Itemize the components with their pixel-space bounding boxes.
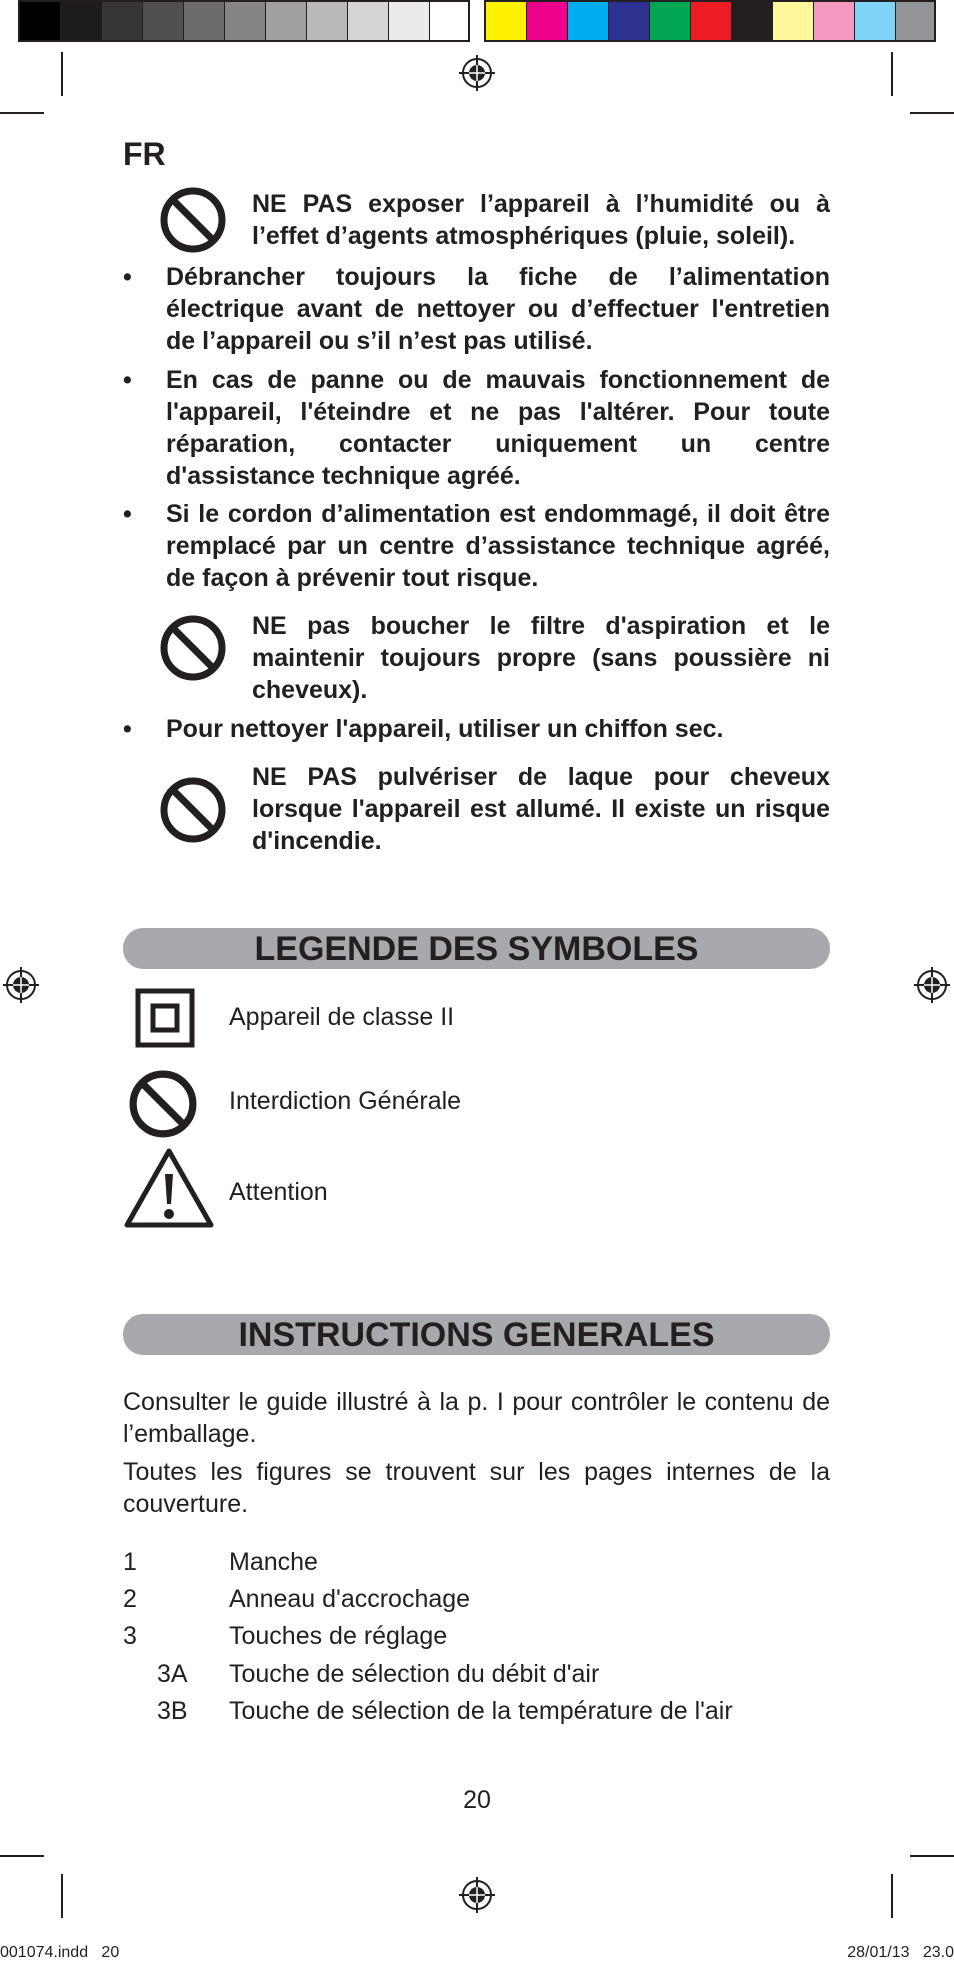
part-number: 3B xyxy=(157,1697,188,1725)
registration-mark-icon xyxy=(459,55,495,91)
color-swatch xyxy=(609,2,650,40)
bullet-text: En cas de panne ou de mauvais fonctionnement de l'appareil, l'éteindre et ne pas l'altérer. Pour toute réparation, contacter uniquement un centre d'assistance technique agréé. xyxy=(166,366,830,490)
symbol-label: Interdiction Générale xyxy=(229,1087,462,1115)
prohibition-icon xyxy=(128,1069,198,1139)
bullet-icon: • xyxy=(123,500,132,528)
gray-swatch xyxy=(61,2,102,40)
section-heading-instructions: INSTRUCTIONS GENERALES xyxy=(123,1314,830,1355)
crop-mark xyxy=(910,112,954,114)
color-swatch xyxy=(691,2,732,40)
part-label: Touches de réglage xyxy=(229,1622,448,1650)
part-label: Manche xyxy=(229,1548,318,1576)
list-item xyxy=(123,498,830,594)
slug-file-name: 001074.indd 20 xyxy=(0,1944,120,1961)
warning-text: NE PAS exposer l’appareil à l’humidité ou à l’effet d’agents atmosphériques (pluie, soleil). xyxy=(252,190,830,250)
gray-swatch xyxy=(348,2,389,40)
part-number: 1 xyxy=(123,1548,137,1576)
bullet-icon: • xyxy=(123,366,132,394)
gray-swatch xyxy=(307,2,348,40)
crop-mark xyxy=(0,112,44,114)
crop-mark xyxy=(0,1855,44,1857)
bullet-icon: • xyxy=(123,263,132,291)
part-label: Touche de sélection de la température de l'air xyxy=(229,1697,733,1725)
bullet-text: Débrancher toujours la fiche de l’alimentation électrique avant de nettoyer ou d’effectuer l'entretien de l’appareil ou s’il n’est pas utilisé. xyxy=(166,263,830,355)
crop-mark xyxy=(891,1874,893,1918)
gray-swatch xyxy=(143,2,184,40)
color-swatch xyxy=(650,2,691,40)
list-item xyxy=(123,364,830,492)
language-tag: FR xyxy=(123,136,166,172)
gray-swatch xyxy=(20,2,61,40)
gray-swatch xyxy=(266,2,307,40)
crop-mark xyxy=(61,1874,63,1918)
list-item xyxy=(123,261,830,357)
color-swatch xyxy=(773,2,814,40)
warning-text: NE pas boucher le filtre d'aspiration et le maintenir toujours propre (sans poussière ni cheveux). xyxy=(252,612,830,704)
grayscale-bar xyxy=(18,0,470,42)
color-swatch xyxy=(814,2,855,40)
registration-mark-icon xyxy=(3,967,39,1003)
prohibition-icon xyxy=(159,186,227,254)
color-swatch xyxy=(732,2,773,40)
gray-swatch xyxy=(102,2,143,40)
color-swatch xyxy=(568,2,609,40)
color-bar xyxy=(484,0,936,42)
gray-swatch xyxy=(430,2,468,40)
color-swatch xyxy=(486,2,527,40)
paragraph: Consulter le guide illustré à la p. I pour contrôler le contenu de l’emballage. xyxy=(123,1388,830,1448)
prohibition-icon xyxy=(159,776,227,844)
color-swatch xyxy=(855,2,896,40)
gray-swatch xyxy=(389,2,430,40)
warning-text: NE PAS pulvériser de laque pour cheveux lorsque l'appareil est allumé. Il existe un risque d'incendie. xyxy=(252,763,830,855)
paragraph: Toutes les figures se trouvent sur les pages internes de la couverture. xyxy=(123,1458,830,1518)
part-number: 3 xyxy=(123,1622,137,1650)
gray-swatch xyxy=(225,2,266,40)
list-item xyxy=(123,713,830,745)
crop-mark xyxy=(891,52,893,96)
color-swatch xyxy=(527,2,568,40)
gray-swatch xyxy=(184,2,225,40)
bullet-text: Si le cordon d’alimentation est endommagé, il doit être remplacé par un centre d’assistance technique agréé, de façon à prévenir tout risque. xyxy=(166,500,830,592)
bullet-text: Pour nettoyer l'appareil, utiliser un chiffon sec. xyxy=(166,715,724,743)
bullet-icon: • xyxy=(123,715,132,743)
color-swatch xyxy=(896,2,934,40)
prohibition-icon xyxy=(159,614,227,682)
class-ii-icon xyxy=(135,988,195,1048)
part-label: Anneau d'accrochage xyxy=(229,1585,471,1613)
symbol-label: Attention xyxy=(229,1178,328,1206)
part-number: 3A xyxy=(157,1660,188,1688)
part-number: 2 xyxy=(123,1585,137,1613)
crop-mark xyxy=(61,52,63,96)
registration-mark-icon xyxy=(459,1877,495,1913)
warning-triangle-icon xyxy=(122,1146,216,1230)
slug-date: 28/01/13 23.0 xyxy=(847,1944,954,1961)
symbol-label: Appareil de classe II xyxy=(229,1003,455,1031)
section-heading-symbols: LEGENDE DES SYMBOLES xyxy=(123,928,830,969)
page-number: 20 xyxy=(463,1786,491,1814)
crop-mark xyxy=(910,1855,954,1857)
registration-mark-icon xyxy=(914,967,950,1003)
part-label: Touche de sélection du débit d'air xyxy=(229,1660,600,1688)
